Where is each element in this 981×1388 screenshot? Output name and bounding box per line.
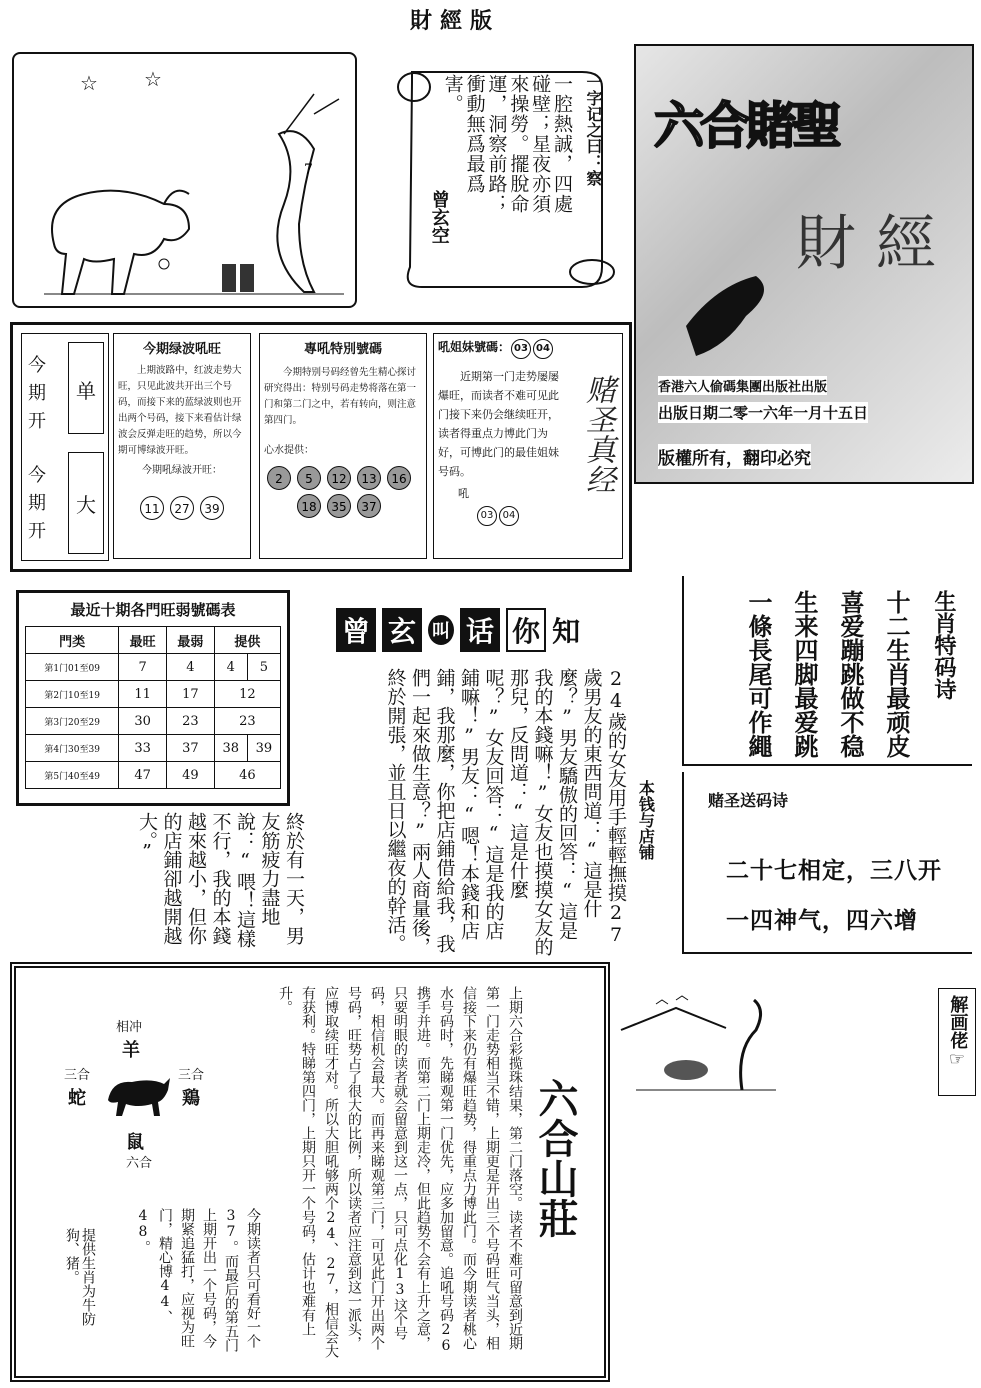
zodiac-poem-title: 生肖特码诗 — [931, 590, 957, 700]
min-cell: 23 — [166, 708, 214, 735]
cover-publisher: 香港六人偷碼集團出版社出版 — [658, 376, 827, 395]
zodiac-poem-line: 生来四脚最爱跳 — [790, 590, 819, 758]
door-stats-table — [25, 626, 281, 789]
number-ball: 16 — [387, 466, 411, 490]
green-wave-balls — [118, 494, 246, 522]
number-ball: 5 — [297, 466, 321, 490]
tip-cell: 23 — [214, 708, 280, 735]
tip-cell: 5 — [247, 654, 280, 681]
story-body: 24歲的女友用手輕輕撫摸27歲男友的東西問道：“這是什麼？”男友驕傲的回答：“這是我的本錢嘛！”女友也摸摸女友的那兒，反問道：“這是什麼呢？”女友回答：“這是我的店鋪嘛！”男友：“嗯！本錢和店鋪，我那麼，你把店鋪借給我，我們一起來做生意？”兩人商量後，終於開張，並且日以繼夜的幹活。 — [384, 668, 627, 956]
single-mark-box — [68, 342, 104, 434]
zodiac-chart — [52, 1008, 232, 1208]
story-header-word: 你 — [506, 608, 546, 652]
green-wave-panel — [113, 333, 251, 559]
number-ball: 18 — [297, 494, 321, 518]
big-mark-box — [68, 452, 104, 554]
scroll-title: 一字记之曰：察 — [584, 74, 603, 186]
zodiac-bottom-label: 六合 — [126, 1156, 153, 1171]
number-ball: 39 — [200, 496, 224, 520]
mountain-body: 上期六合彩揽珠结果，第二门落空。读者不难可留意到近期第一门走势相当不错，上期更是开出三个号码旺气当头，相信接下来仍有爆旺趋势，得重点力博此门。而今期读者桃心水号码时，先睇观第一门优先，应多加留意。追吼号码26携手并进。而第二门上期走冷，但此趋势不会有上升之意，只要明眼的读者就会留意到这一点，只可点化13这个号码，相信机会最大。而再来睇观第三门，可见此门开出两个号码，旺势占了很大的比例，所以读者应注意到这一派头，应博取续旺才对。所以大胆吼够两个24、27，相信会大有获利。特睇第四门，上期只开一个号码，估计也难有上升。 — [277, 986, 523, 1358]
riddle-illustration — [616, 990, 786, 1100]
single-mark: 单 — [76, 379, 96, 403]
max-cell: 47 — [119, 762, 167, 789]
number-ball: 04 — [533, 339, 553, 359]
door-cell: 第1门01至09 — [26, 654, 119, 681]
big-mark: 大 — [76, 493, 96, 517]
bull-illustration — [14, 54, 355, 306]
table-row — [26, 735, 281, 762]
number-ball: 27 — [170, 496, 194, 520]
mountain-title: 六合山莊 — [532, 1078, 579, 1238]
table-row — [26, 681, 281, 708]
special-balls — [264, 464, 414, 520]
bull-box-label: 7 — [304, 162, 313, 178]
number-ball: 37 — [357, 494, 381, 518]
gift-poem-box — [682, 772, 972, 954]
min-cell: 49 — [166, 762, 214, 789]
single-label: 今期开 — [28, 355, 46, 432]
story-header — [336, 604, 636, 656]
riddle-label: 解画佬 — [947, 995, 969, 1049]
zodiac-footer: 提供生肖为牛防狗、猪。 — [63, 1228, 96, 1326]
zodiac-right: 鶏 — [182, 1088, 200, 1109]
cover-copyright: 版權所有，翻印必究 — [658, 444, 811, 469]
zodiac-left-label: 三合 — [64, 1068, 91, 1083]
min-cell: 37 — [166, 735, 214, 762]
zodiac-poem-box — [682, 576, 972, 766]
prediction-panels — [10, 322, 632, 572]
zodiac-left: 蛇 — [68, 1088, 86, 1109]
gift-poem-line: 一四神气，四六增 — [726, 907, 918, 934]
sister-pick-label: 吼 — [458, 487, 469, 500]
number-ball: 13 — [357, 466, 381, 490]
table-header: 最旺 — [119, 627, 167, 654]
zodiac-poem-line: 一條長尾可作繩 — [744, 590, 773, 758]
svg-text:☆: ☆ — [80, 71, 98, 95]
number-ball: 04 — [499, 506, 519, 526]
mountain-villa-box — [10, 962, 610, 1382]
number-ball: 03 — [511, 339, 531, 359]
sister-balls — [476, 503, 618, 526]
pointing-hand-icon: ☞ — [948, 1049, 966, 1070]
gift-poem-line: 二十七相定，三八开 — [726, 857, 942, 884]
zodiac-top-label: 相冲 — [116, 1020, 143, 1035]
table-header: 提供 — [214, 627, 280, 654]
door-cell: 第4门30至39 — [26, 735, 119, 762]
magazine-cover — [634, 44, 974, 484]
table-header: 最弱 — [166, 627, 214, 654]
special-title: 專吼特別號碼 — [303, 342, 382, 357]
mountain-body-continued: 今期读者只可看好一个37。而最后的第五门上期开出一个号码，今期紧追猛打，应视为旺门，精心博44、48。 — [135, 1208, 261, 1352]
zodiac-poem-line: 十二生肖最顽皮 — [882, 590, 911, 758]
bull-illustration-box — [12, 52, 357, 308]
riddle-label-box — [938, 988, 976, 1096]
special-number-panel — [259, 333, 427, 559]
zodiac-poem-line: 喜爱蹦跳做不稳 — [836, 590, 865, 758]
number-ball: 12 — [327, 466, 351, 490]
special-pick-label: 心水提供： — [264, 445, 314, 456]
door-cell: 第2门10至19 — [26, 681, 119, 708]
zodiac-top: 羊 — [122, 1040, 140, 1061]
single-big-labels — [21, 333, 109, 561]
min-cell: 4 — [166, 654, 214, 681]
tip-cell: 12 — [214, 681, 280, 708]
tip-cell: 38 — [214, 735, 247, 762]
cover-subtitle: 財經 — [796, 209, 956, 279]
scroll-author: 曾玄空 — [428, 190, 450, 244]
table-row — [26, 654, 281, 681]
story-side-title: 本钱与店铺 — [636, 780, 656, 860]
green-wave-title: 今期绿波吼旺 — [142, 342, 221, 357]
door-cell: 第3门20至29 — [26, 708, 119, 735]
tip-cell: 4 — [214, 654, 247, 681]
door-cell: 第5门40至49 — [26, 762, 119, 789]
max-cell: 11 — [119, 681, 167, 708]
max-cell: 30 — [119, 708, 167, 735]
gift-poem-title: 赌圣送码诗 — [708, 791, 789, 810]
cover-date: 出版日期二零一六年一月十五日 — [658, 404, 869, 422]
scroll-poem — [392, 62, 622, 294]
green-wave-pick-label: 今期吼绿波开旺： — [142, 465, 222, 476]
door-stats-box — [16, 590, 290, 806]
tip-cell: 46 — [214, 762, 280, 789]
sister-body: 近期第一门走势屡屡爆旺，而读者不难可见此门接下来仍会继续旺开，读者得重点力博此门为好，可博此门的最佳姐妹号码。 — [438, 370, 559, 478]
story-header-word: 玄 — [382, 608, 422, 652]
number-ball: 11 — [140, 496, 164, 520]
tip-cell: 39 — [247, 735, 280, 762]
max-cell: 33 — [119, 735, 167, 762]
page-title: 財經版 — [410, 8, 501, 34]
story-header-word: 话 — [460, 608, 500, 652]
table-row — [26, 708, 281, 735]
sister-title-row — [438, 338, 618, 359]
sister-number-panel — [433, 333, 623, 559]
cover-title: 六合賭聖 — [654, 96, 838, 155]
number-ball: 03 — [477, 506, 497, 526]
green-wave-body: 上期波路中，红波走势大旺，只见此波共开出三个号码，而接下来的蓝绿波则也开出两个号码，接下来看估计绿波会反弹走旺的趋势，所以今期可博绿波开旺。 — [118, 365, 242, 456]
zodiac-bottom: 鼠 — [126, 1132, 144, 1153]
story-header-word: 曾 — [336, 608, 376, 652]
bird-icon — [676, 246, 796, 366]
number-ball: 2 — [267, 466, 291, 490]
story-body-continued: 終於有一天，男友筋疲力盡地說：“喂！這樣不行，我的本錢越來越小，但你的店鋪卻越開越大。” — [136, 812, 305, 948]
scroll-body: 一腔熱誠，四處碰壁；星夜亦須來操勞。擺脫命運，洞察前路；衝動無爲最爲害。 — [441, 74, 573, 214]
special-body: 今期特别号码经曾先生精心探讨研究得出：特别号码走势将落在第一门和第二门之中，若有转向，则注意第四门。 — [264, 367, 417, 426]
story-header-word: 叫 — [428, 615, 454, 645]
table-title: 最近十期各門旺弱號碼表 — [70, 601, 236, 619]
sister-title: 吼姐妹號碼： — [438, 340, 511, 354]
min-cell: 17 — [166, 681, 214, 708]
svg-text:☆: ☆ — [144, 67, 162, 91]
table-header: 門类 — [26, 627, 119, 654]
table-header-row — [26, 627, 281, 654]
zodiac-right-label: 三合 — [178, 1068, 205, 1083]
number-ball: 35 — [327, 494, 351, 518]
story-header-word: 知 — [552, 615, 581, 648]
sister-side-text: 赌圣真经 — [580, 374, 615, 494]
max-cell: 7 — [119, 654, 167, 681]
table-row — [26, 762, 281, 789]
big-label: 今期开 — [28, 465, 46, 542]
ox-icon — [102, 1070, 174, 1120]
